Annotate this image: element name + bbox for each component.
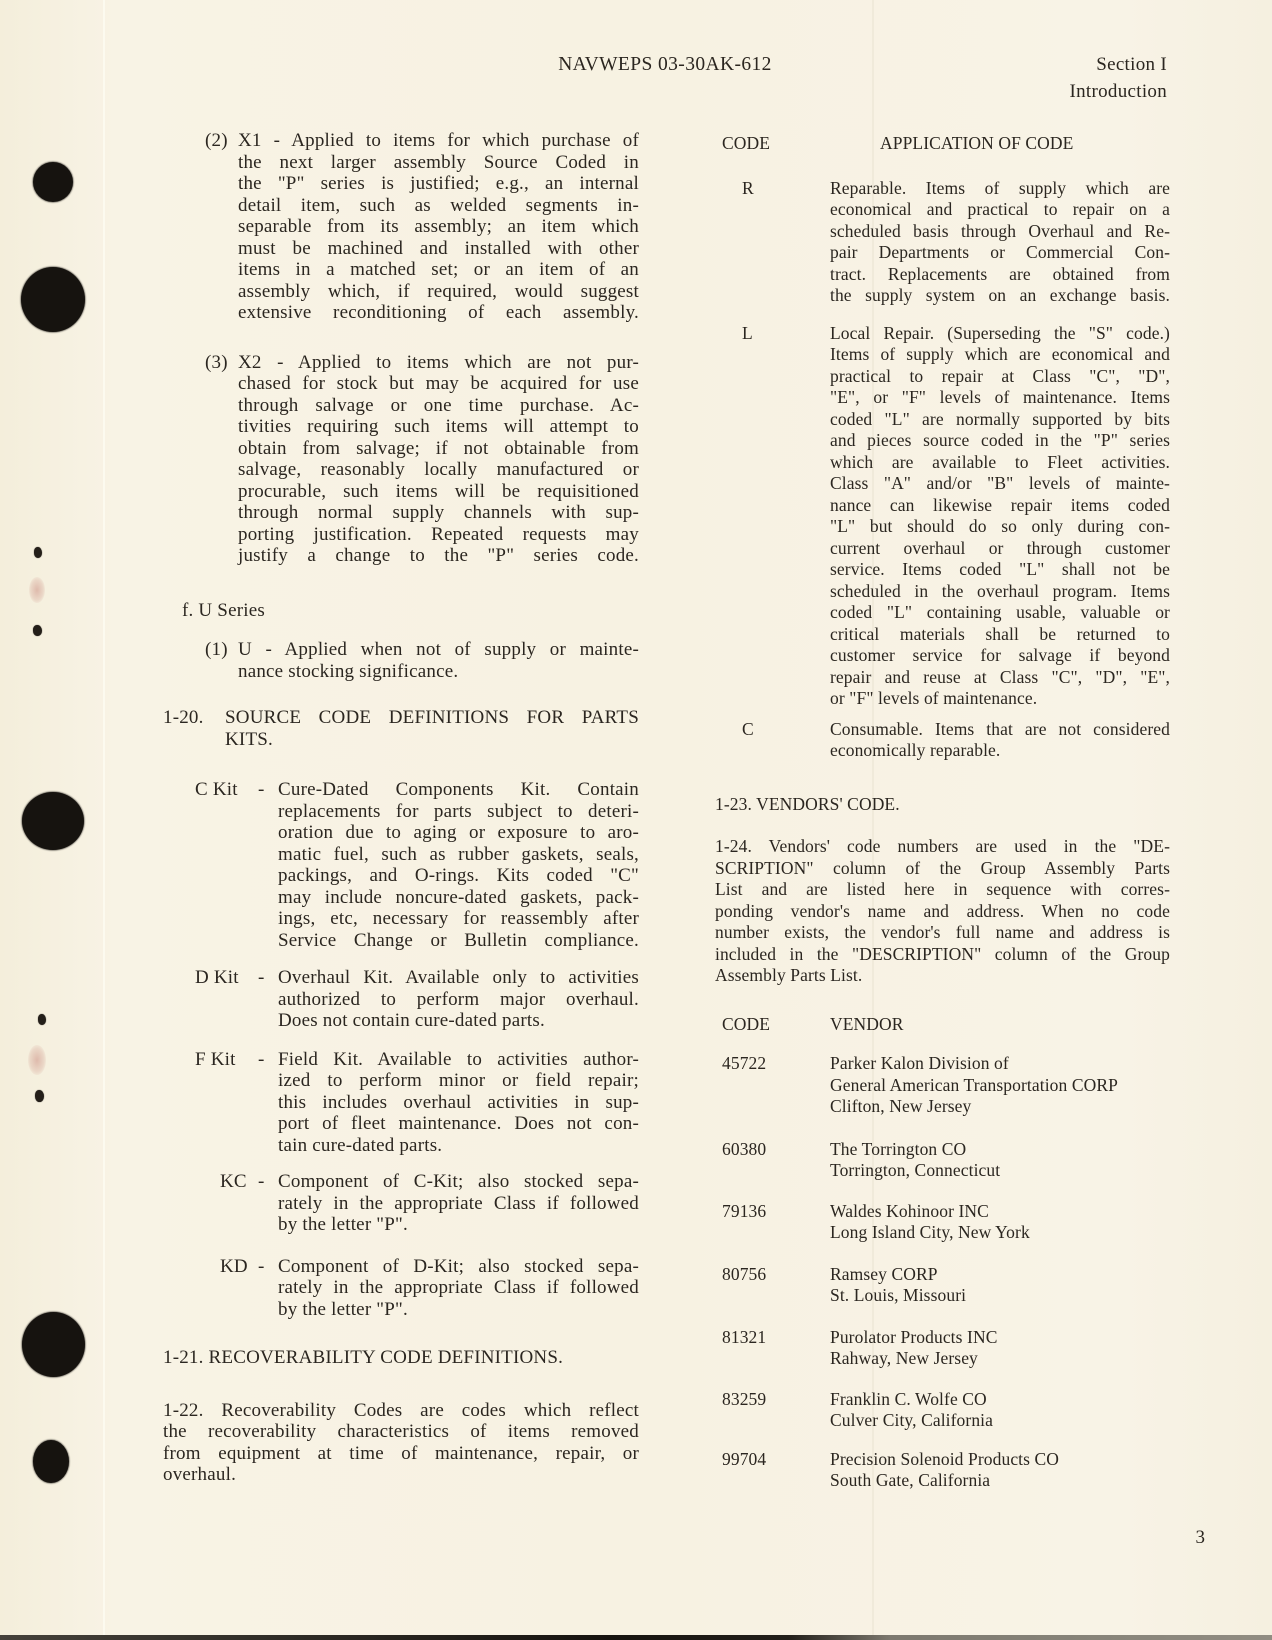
kit-text: Component of D-Kit; also stocked sepa- rately in the appropriate Class if followed by the letter "P". xyxy=(278,1255,639,1320)
vendor-code: 81321 xyxy=(722,1326,767,1347)
application-column-header: APPLICATION OF CODE xyxy=(880,133,1074,153)
dash-separator: - xyxy=(258,967,265,988)
binder-ink-dot xyxy=(22,792,84,850)
document-number: NAVWEPS 03-30AK-612 xyxy=(558,54,772,75)
vendor-row xyxy=(715,1264,1170,1307)
code-text: Consumable. Items that are not considered economically reparable. xyxy=(830,718,1170,760)
vendor-code: 60380 xyxy=(722,1138,767,1159)
kit-definition-d xyxy=(163,967,639,1032)
vendor-address: Ramsey CORP St. Louis, Missouri xyxy=(830,1263,967,1305)
right-column xyxy=(715,133,1170,1492)
code-column-header: CODE xyxy=(722,133,771,153)
vendor-address: The Torrington CO Torrington, Connecticut xyxy=(830,1138,1001,1180)
code-text: Reparable. Items of supply which are economical and practical to repair on a scheduled basis through Overhaul and Re- pair Departments or Commercial Con- tract. Replacements are obtained from the supply system on an exchange basis. xyxy=(830,177,1170,305)
code-letter: C xyxy=(742,718,754,739)
u-series-heading: f. U Series xyxy=(182,599,265,621)
vendor-address: Purolator Products INC Rahway, New Jersey xyxy=(830,1326,998,1368)
ink-speck xyxy=(34,547,42,558)
heading-1-21: 1-21. RECOVERABILITY CODE DEFINITIONS. xyxy=(163,1347,564,1368)
paragraph-number: (1) xyxy=(205,639,228,660)
heading-1-20 xyxy=(163,707,639,750)
paragraph-number: 1-20. xyxy=(163,707,204,728)
scan-crease xyxy=(103,0,105,1640)
kit-definition-kc xyxy=(163,1171,639,1236)
paragraph-number: (3) xyxy=(205,351,228,373)
code-definition-c xyxy=(715,719,1170,762)
kit-text: Field Kit. Available to activities author- ized to perform minor or field repair; this includes overhaul activities in sup- port of fleet maintenance. Does not con- tain cure-dated parts. xyxy=(278,1048,639,1156)
paragraph-text: X1 - Applied to items for which purchase of the next larger assembly Source Coded in the "P" series is justified; e.g., an internal detail item, such as welded segments in- separable from its assembly; an item which must be machined and installed with other items in a matched set; or an item of an assembly which, if required, would suggest extensive reconditioning of each assembly. xyxy=(238,130,639,323)
ink-speck xyxy=(35,1090,44,1102)
left-column xyxy=(163,130,639,1486)
paragraph-x2 xyxy=(163,352,639,567)
paragraph-u xyxy=(163,639,639,682)
paragraph-number: (2) xyxy=(205,130,228,151)
vendor-row xyxy=(715,1389,1170,1432)
code-letter: R xyxy=(742,177,754,198)
dash-separator: - xyxy=(258,779,265,800)
vendor-address: Franklin C. Wolfe CO Culver City, California xyxy=(830,1388,994,1430)
kit-label: C Kit xyxy=(195,779,238,800)
kit-text: Overhaul Kit. Available only to activities authorized to perform major overhaul. Does not contain cure-dated parts. xyxy=(278,967,639,1031)
vendor-row xyxy=(715,1327,1170,1370)
code-letter: L xyxy=(742,322,753,343)
dash-separator: - xyxy=(258,1255,265,1277)
vendor-row xyxy=(715,1201,1170,1244)
kit-definition-kd xyxy=(163,1256,639,1321)
vendor-code: 99704 xyxy=(722,1448,767,1469)
code-text: Local Repair. (Superseding the "S" code.) Items of supply which are economical and practical to repair at Class "C", "D", "E", or "F" levels of maintenance. Items coded "L" are normally supported by bits and pieces source coded in the "P" series which are available to Fleet activities. Class "A" and/or "B" levels of mainte- nance can likewise repair items coded "L" but should do so only during con- current overhaul or through customer service. Items coded "L" shall not be scheduled in the overhaul program. Items coded "L" containing usable, valuable or critical materials shall be returned to customer service for salvage if beyond repair and reuse at Class "C", "D", "E", or "F" levels of maintenance. xyxy=(830,322,1170,708)
paragraph-1-22: 1-22. Recoverability Codes are codes which reflect the recoverability characteristics of items removed from equipment at time of maintenance, repair, or overhaul. xyxy=(163,1399,639,1485)
page-number: 3 xyxy=(1195,1527,1205,1548)
section-label: Section I xyxy=(1096,54,1167,75)
vendor-code: 45722 xyxy=(722,1053,767,1073)
vendor-address: Parker Kalon Division of General American Transportation CORP Clifton, New Jersey xyxy=(830,1053,1118,1116)
pink-smudge xyxy=(29,577,45,603)
dash-separator: - xyxy=(258,1171,265,1192)
kit-label: KC xyxy=(220,1171,247,1192)
code-definition-r xyxy=(715,178,1170,307)
vendor-code: 79136 xyxy=(722,1200,767,1221)
heading-1-23: 1-23. VENDORS' CODE. xyxy=(715,793,900,814)
section-subtitle: Introduction xyxy=(1069,81,1167,102)
paragraph-x1 xyxy=(163,130,639,324)
paragraph-text: X2 - Applied to items which are not pur- chased for stock but may be acquired for use through salvage or one time purchase. Ac- tivities requiring such items will attempt to obtain from salvage; if not obtainable from salvage, reasonably locally manufactured or procurable, such items will be requisitioned through normal supply channels with sup- porting justification. Repeated requests may justify a change to the "P" series code. xyxy=(238,351,639,566)
paragraph-1-24: 1-24. Vendors' code numbers are used in the "DE- SCRIPTION" column of the Group Assembly Parts List and are listed here in sequence with corres- ponding vendor's name and address. When no code number exists, the vendor's full name and address is included in the "DESCRIPTION" column of the Group Assembly Parts List. xyxy=(715,836,1170,985)
kit-label: KD xyxy=(220,1255,248,1277)
kit-definition-f xyxy=(163,1049,639,1157)
vendor-row xyxy=(715,1053,1170,1118)
paragraph-text: U - Applied when not of supply or mainte- nance stocking significance. xyxy=(238,639,639,682)
vendor-row xyxy=(715,1449,1170,1492)
vendor-table-header xyxy=(715,1014,1170,1036)
vendor-code: 83259 xyxy=(722,1388,767,1409)
kit-text: Cure-Dated Components Kit. Contain replacements for parts subject to deteri- oration due to aging or exposure to aro- matic fuel, such as rubber gaskets, seals, packings, and O-rings. Kits coded "C" may include noncure-dated gaskets, pack- ings, etc, necessary for reassembly after Service Change or Bulletin compliance. xyxy=(278,779,639,951)
kit-label: D Kit xyxy=(195,967,239,988)
code-table-header xyxy=(715,133,1170,155)
vendor-code: 80756 xyxy=(722,1263,767,1284)
heading-text: SOURCE CODE DEFINITIONS FOR PARTS KITS. xyxy=(225,707,639,750)
binder-ink-dot xyxy=(33,162,73,202)
ink-speck xyxy=(33,625,42,636)
vendor-row xyxy=(715,1139,1170,1182)
binder-ink-dot xyxy=(21,267,85,332)
scan-edge-artifact xyxy=(0,1635,1272,1640)
binder-ink-dot xyxy=(33,1440,69,1483)
vendor-address: Waldes Kohinoor INC Long Island City, New York xyxy=(830,1200,1030,1242)
kit-definition-c xyxy=(163,779,639,951)
code-column-header: CODE xyxy=(722,1013,771,1034)
kit-text: Component of C-Kit; also stocked sepa- rately in the appropriate Class if followed by the letter "P". xyxy=(278,1171,639,1235)
vendor-column-header: VENDOR xyxy=(830,1013,904,1034)
vendor-address: Precision Solenoid Products CO South Gate, California xyxy=(830,1448,1060,1490)
pink-smudge xyxy=(28,1045,46,1075)
kit-label: F Kit xyxy=(195,1048,236,1070)
dash-separator: - xyxy=(258,1048,265,1070)
binder-ink-dot xyxy=(22,1312,85,1377)
ink-speck xyxy=(38,1014,46,1025)
code-definition-l xyxy=(715,323,1170,710)
